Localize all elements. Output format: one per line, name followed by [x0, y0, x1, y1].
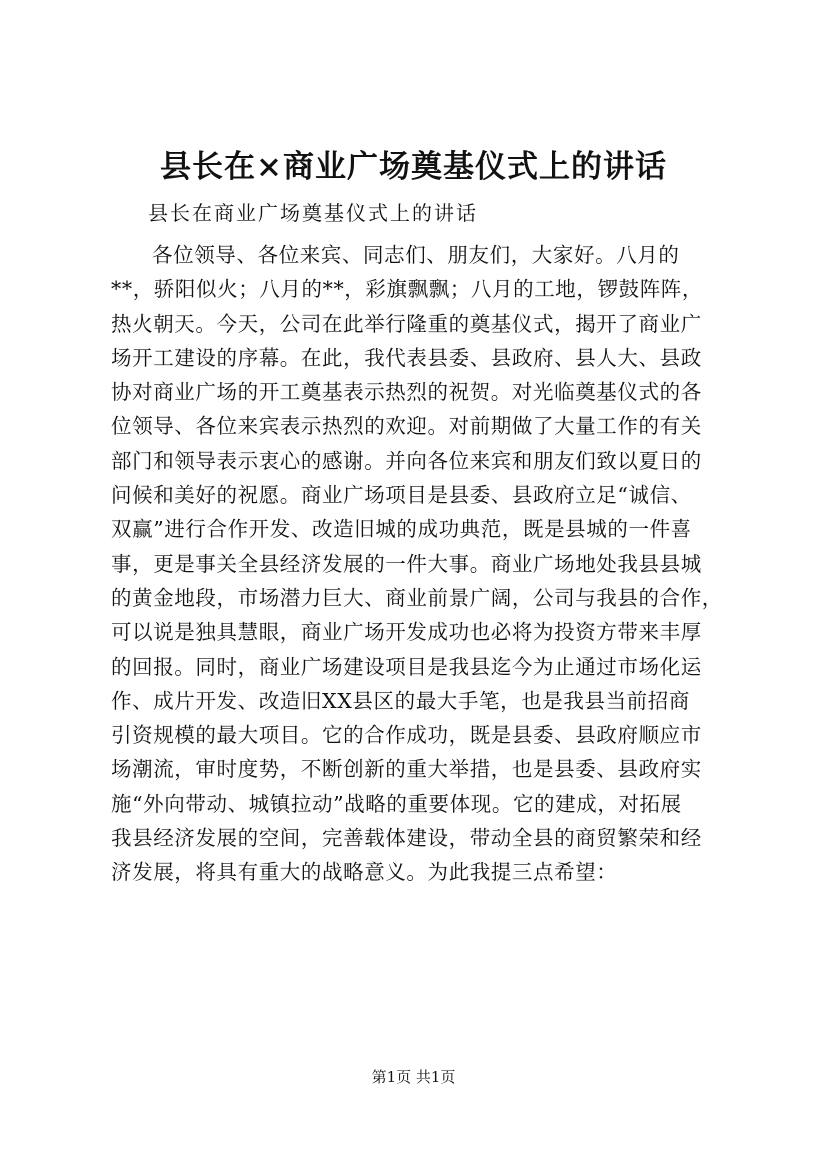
- body-line: 场开工建设的序幕。在此，我代表县委、县政府、县人大、县政: [111, 345, 702, 370]
- body-line: 施“外向带动、城镇拉动”战略的重要体现。它的建成，对拓展: [111, 791, 682, 816]
- body-line: 部门和领导表示衷心的感谢。并向各位来宾和朋友们致以夏日的: [111, 448, 702, 473]
- body-line: 我县经济发展的空间，完善载体建设，带动全县的商贸繁荣和经: [111, 826, 702, 851]
- body-line: 协对商业广场的开工奠基表示热烈的祝贺。对光临奠基仪式的各: [111, 380, 702, 405]
- speech-body: [111, 238, 723, 890]
- body-line: 双赢”进行合作开发、改造旧城的成功典范，既是县城的一件喜: [111, 517, 692, 542]
- body-line: 可以说是独具慧眼，商业广场开发成功也必将为投资方带来丰厚: [111, 620, 702, 645]
- body-line: 位领导、各位来宾表示热烈的欢迎。对前期做了大量工作的有关: [111, 414, 702, 439]
- document-subtitle: 县长在商业广场奠基仪式上的讲话: [148, 201, 478, 225]
- body-line: 各位领导、各位来宾、同志们、朋友们，大家好。八月的: [152, 243, 680, 267]
- body-line: 热火朝天。今天，公司在此举行隆重的奠基仪式，揭开了商业广: [111, 311, 702, 336]
- body-line: 的回报。同时，商业广场建设项目是我县迄今为止通过市场化运: [111, 654, 702, 679]
- body-line: 引资规模的最大项目。它的合作成功，既是县委、县政府顺应市: [111, 723, 702, 748]
- body-line: 作、成片开发、改造旧XX县区的最大手笔，也是我县当前招商: [111, 688, 690, 713]
- body-line: 事，更是事关全县经济发展的一件大事。商业广场地处我县县城: [111, 551, 702, 576]
- body-line: 场潮流，审时度势，不断创新的重大举措，也是县委、县政府实: [111, 757, 702, 782]
- body-line: 的黄金地段，市场潜力巨大、商业前景广阔，公司与我县的合作，: [111, 585, 723, 610]
- document-title: 县长在×商业广场奠基仪式上的讲话: [160, 149, 667, 185]
- page-number-footer: 第1页 共1页: [371, 1068, 456, 1086]
- body-line: **，骄阳似火；八月的**，彩旗飘飘；八月的工地，锣鼓阵阵，: [111, 277, 703, 302]
- body-line: 济发展，将具有重大的战略意义。为此我提三点希望：: [111, 860, 618, 885]
- body-line: 问候和美好的祝愿。商业广场项目是县委、县政府立足“诚信、: [111, 483, 692, 508]
